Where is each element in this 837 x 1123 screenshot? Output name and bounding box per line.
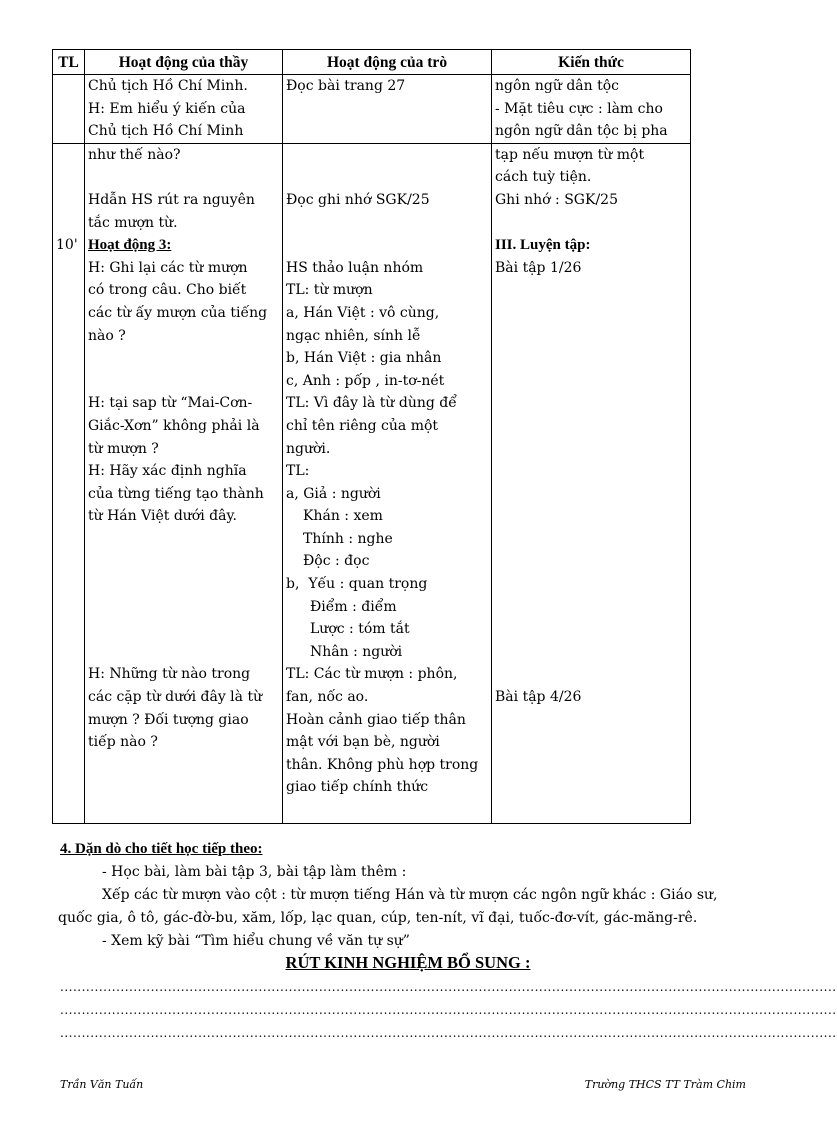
table-header-row [53,50,691,75]
footer-school: Trường THCS TT Tràm Chim [584,1078,746,1091]
review-line-2: .................................................................................................................................................................................... [60,1003,837,1017]
row2-tl: 10' [53,143,85,823]
row1-student: Đọc bài trang 27 [283,75,492,144]
activity-heading: Hoạt động 3: [88,237,172,254]
row1-teacher: Chủ tịch Hồ Chí Minh. H: Em hiểu ý kiến của Chủ tịch Hồ Chí Minh [85,75,283,144]
lesson-table [52,49,691,824]
homework-line-2: Xếp các từ mượn vào cột : từ mượn tiếng Hán và từ mượn các ngôn ngữ khác : Giáo sư, [102,887,718,903]
header-tl: TL [53,50,85,75]
table-row [53,75,691,144]
homework-line-4: - Xem kỹ bài “Tìm hiểu chung về văn tự sự” [102,933,410,949]
table-row [53,143,691,823]
row1-knowledge: ngôn ngữ dân tộc - Mặt tiêu cực : làm cho ngôn ngữ dân tộc bị pha [492,75,691,144]
review-line-3: .................................................................................................................................................................................... [60,1026,837,1040]
header-student: Hoạt động của trò [283,50,492,75]
row2-knowledge: tạp nếu mượn từ một cách tuỳ tiện. Ghi nhớ : SGK/25 III. Luyện tập: Bài tập 1/26 Bài tập 4/26 [492,143,691,823]
homework-line-1: - Học bài, làm bài tập 3, bài tập làm thêm : [102,864,407,880]
homework-line-3: quốc gia, ô tô, gác-đờ-bu, xăm, lốp, lạc quan, cúp, ten-nít, vĩ đại, tuốc-đơ-vít, gác-măng-rê. [58,910,698,926]
header-knowledge: Kiến thức [492,50,691,75]
review-title: RÚT KINH NGHIỆM BỔ SUNG : [285,953,531,972]
homework-title: 4. Dặn dò cho tiết học tiếp theo: [60,841,263,857]
header-teacher: Hoạt động của thầy [85,50,283,75]
row1-tl [53,75,85,144]
practice-heading: III. Luyện tập: [495,237,591,254]
row2-student: Đọc ghi nhớ SGK/25 HS thảo luận nhóm TL: từ mượn a, Hán Việt : vô cùng, ngạc nhiên, sính lễ b, Hán Việt : gia nhân c, Anh : pốp , in-tơ-nét TL: Vì đây là từ dùng để chỉ tên riêng của một người. TL: a, Giả : người Khán : xem Thính : nghe Độc : đọc b, Yếu : quan trọng Điểm : điểm Lược : tóm tắt Nhân : người TL: Các từ mượn : phôn, fan, nốc ao. Hoàn cảnh giao tiếp thân mật với bạn bè, người thân. Không phù hợp trong giao tiếp chính thức [283,143,492,823]
footer-author: Trần Văn Tuấn [60,1078,144,1091]
review-line-1: .................................................................................................................................................................................... [60,980,837,994]
row2-teacher: như thế nào? Hdẫn HS rút ra nguyên tắc mượn từ. Hoạt động 3: H: Ghi lại các từ mượn có trong câu. Cho biết các từ ấy mượn của tiếng nào ? H: tại sap từ “Mai-Cơn- Giắc-Xơn” không phải là từ mượn ? H: Hãy xác định nghĩa của từng tiếng tạo thành từ Hán Việt dưới đây. H: Những từ nào trong các cặp từ dưới đây là từ mượn ? Đối tượng giao tiếp nào ? [85,143,283,823]
